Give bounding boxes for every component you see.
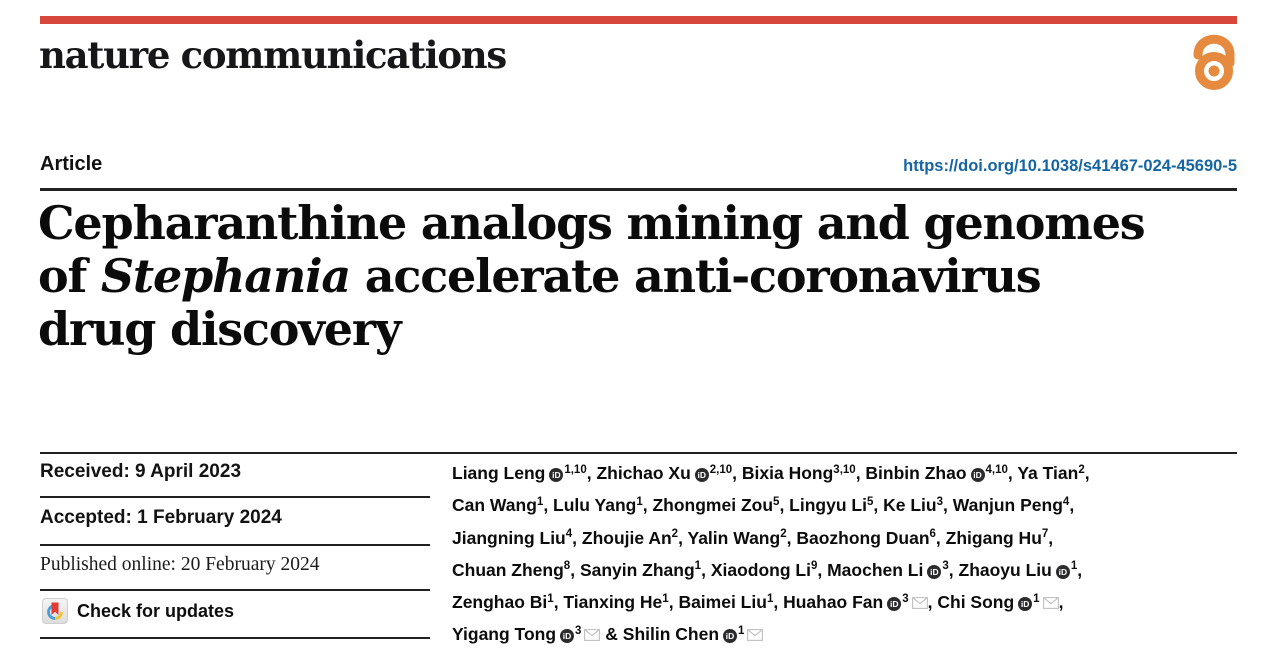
author-separator: , <box>1077 559 1083 580</box>
crossmark-icon <box>42 598 68 624</box>
affiliation-superscript: 3 <box>575 624 582 637</box>
author-separator: , <box>668 592 679 613</box>
author-separator: , <box>773 592 784 613</box>
affiliation-superscript: 1 <box>662 592 669 605</box>
author-separator: , <box>1069 495 1075 516</box>
author-line <box>452 524 1252 556</box>
title-segment: accelerate anti-coronavirus <box>349 249 1041 303</box>
author-separator: , <box>572 527 582 548</box>
affiliation-superscript: 4 <box>565 528 573 541</box>
author-separator: , <box>935 527 946 548</box>
metadata-top-divider <box>40 452 1237 454</box>
author-name: Liang Leng <box>452 463 546 483</box>
author-separator: , <box>817 559 828 580</box>
orcid-icon[interactable]: iD <box>887 597 901 611</box>
affiliation-superscript: 5 <box>866 495 874 508</box>
affiliation-superscript: 1,10 <box>564 463 587 476</box>
author-name: Sanyin Zhang <box>579 559 695 580</box>
author-name: Ya Tian <box>1017 463 1079 483</box>
author-name: Zenghao Bi <box>452 592 548 613</box>
affiliation-superscript: 7 <box>1041 528 1049 541</box>
article-title-line <box>38 197 1258 250</box>
check-for-updates-button[interactable] <box>42 598 234 624</box>
author-name: Wanjun Peng <box>952 495 1063 516</box>
author-name: Maochen Li <box>827 559 924 580</box>
title-segment: of <box>38 249 101 303</box>
author-separator: , <box>570 559 580 580</box>
email-envelope-icon[interactable] <box>584 629 600 641</box>
affiliation-superscript: 8 <box>563 560 571 573</box>
doi-link[interactable]: https://doi.org/10.1038/s41467-024-45690-5 <box>903 157 1237 175</box>
author-name: Bixia Hong <box>741 463 834 483</box>
author-name: Yigang Tong <box>452 624 557 645</box>
author-separator: , <box>553 592 564 613</box>
orcid-icon[interactable]: iD <box>723 629 737 643</box>
affiliation-superscript: 9 <box>810 560 818 573</box>
affiliation-superscript: 3,10 <box>833 463 856 476</box>
email-envelope-icon[interactable] <box>747 629 763 641</box>
title-italic-segment: Stephania <box>100 249 350 303</box>
author-name: Huahao Fan <box>783 592 884 613</box>
affiliation-superscript: 1 <box>547 592 554 605</box>
email-envelope-icon[interactable] <box>1043 597 1059 609</box>
history-divider <box>40 589 430 591</box>
title-segment: Cepharanthine analogs mining and genomes <box>38 196 1145 250</box>
author-name: Zhoujie An <box>581 527 672 548</box>
orcid-icon[interactable]: iD <box>1056 565 1070 579</box>
affiliation-superscript: 1 <box>536 495 544 508</box>
author-line <box>452 459 1252 491</box>
author-name: Xiaodong Li <box>710 559 811 580</box>
history-divider <box>40 544 430 546</box>
author-name: Chi Song <box>937 592 1015 613</box>
author-separator: , <box>543 495 554 516</box>
author-name: Yalin Wang <box>687 527 781 548</box>
author-name: Can Wang <box>452 495 537 516</box>
accepted-date: Accepted: 1 February 2024 <box>40 507 282 528</box>
author-name: Zhigang Hu <box>945 527 1042 548</box>
affiliation-superscript: 2,10 <box>709 463 733 476</box>
affiliation-superscript: 3 <box>902 592 909 605</box>
author-line <box>452 491 1252 523</box>
author-separator: , <box>586 463 597 483</box>
affiliation-superscript: 1 <box>738 624 745 637</box>
affiliation-superscript: 1 <box>766 592 774 605</box>
author-separator: , <box>786 527 797 548</box>
author-separator: , <box>779 495 790 516</box>
history-divider <box>40 637 430 639</box>
author-name: Binbin Zhao <box>865 463 967 483</box>
orcid-icon[interactable]: iD <box>971 468 985 482</box>
affiliation-superscript: 1 <box>694 560 702 573</box>
author-name: Ke Liu <box>883 495 937 516</box>
author-separator: , <box>701 559 711 580</box>
article-title <box>38 197 1258 356</box>
journal-wordmark: nature communications <box>39 33 506 77</box>
author-separator: , <box>948 559 959 580</box>
received-date: Received: 9 April 2023 <box>40 461 242 482</box>
author-separator: , <box>927 592 938 613</box>
author-name: Lulu Yang <box>553 495 637 516</box>
author-name: Zhongmei Zou <box>652 495 774 516</box>
author-separator: , <box>732 463 742 483</box>
author-separator: , <box>855 463 866 483</box>
author-separator: , <box>942 495 953 516</box>
title-segment: drug discovery <box>38 302 401 356</box>
affiliation-superscript: 1 <box>1070 560 1078 573</box>
author-separator: , <box>1007 463 1018 483</box>
check-for-updates-label: Check for updates <box>77 600 235 621</box>
open-access-icon <box>1189 27 1239 91</box>
affiliation-superscript: 3 <box>942 560 949 573</box>
author-name: Baimei Liu <box>678 592 767 613</box>
author-separator: , <box>1058 592 1064 613</box>
author-separator: , <box>678 527 688 548</box>
author-name: Zhichao Xu <box>596 463 691 483</box>
author-line <box>452 620 1252 652</box>
author-name: Tianxing He <box>563 592 663 613</box>
affiliation-superscript: 5 <box>773 495 780 508</box>
affiliation-superscript: 4 <box>1062 495 1070 508</box>
author-separator: , <box>1048 527 1054 548</box>
author-list <box>452 459 1252 653</box>
article-type-label: Article <box>40 153 103 175</box>
author-line <box>452 588 1252 620</box>
orcid-icon[interactable]: iD <box>560 629 574 643</box>
author-name: Shilin Chen <box>622 624 720 645</box>
orcid-icon[interactable]: iD <box>695 468 709 482</box>
affiliation-superscript: 4,10 <box>985 463 1008 476</box>
affiliation-superscript: 2 <box>780 528 787 541</box>
orcid-icon[interactable]: iD <box>927 565 941 579</box>
author-separator: & <box>600 624 623 645</box>
orcid-icon[interactable]: iD <box>549 468 563 482</box>
author-name: Zhaoyu Liu <box>958 559 1052 580</box>
author-name: Lingyu Li <box>789 495 867 516</box>
article-title-line <box>38 303 1258 356</box>
history-divider <box>40 496 430 498</box>
author-name: Jiangning Liu <box>452 527 566 548</box>
email-envelope-icon[interactable] <box>912 597 928 609</box>
author-separator: , <box>873 495 884 516</box>
author-line <box>452 556 1252 588</box>
affiliation-superscript: 6 <box>929 528 936 541</box>
orcid-icon[interactable]: iD <box>1018 597 1032 611</box>
author-separator: , <box>1084 463 1090 483</box>
affiliation-superscript: 3 <box>936 495 943 508</box>
masthead-accent-bar <box>40 16 1237 24</box>
header-divider <box>40 188 1237 191</box>
article-title-line <box>38 250 1258 303</box>
published-date: Published online: 20 February 2024 <box>40 554 320 575</box>
author-name: Baozhong Duan <box>796 527 930 548</box>
affiliation-superscript: 1 <box>1033 592 1040 605</box>
author-separator: , <box>642 495 653 516</box>
affiliation-superscript: 2 <box>1078 463 1085 476</box>
affiliation-superscript: 1 <box>636 495 643 508</box>
affiliation-superscript: 2 <box>671 528 679 541</box>
author-name: Chuan Zheng <box>452 559 564 580</box>
